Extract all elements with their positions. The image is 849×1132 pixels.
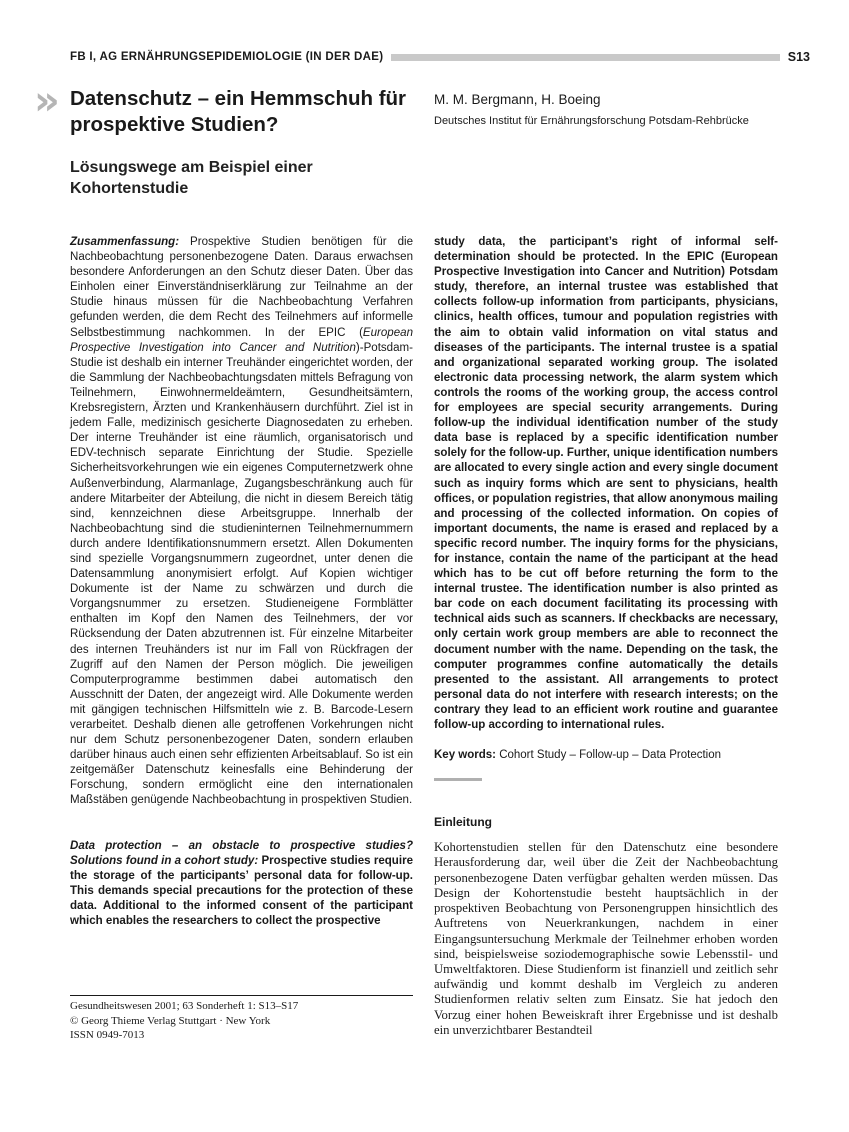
authors: M. M. Bergmann, H. Boeing xyxy=(434,92,601,107)
right-column xyxy=(434,235,778,1038)
affiliation: Deutsches Institut für Ernährungsforschung Potsdam-Rehbrücke xyxy=(434,115,749,127)
running-header xyxy=(70,48,810,66)
introduction-text: Kohortenstudien stellen für den Datenschutz eine besondere Herausforderung dar, weil über die Zeit der Nachbeobachtung personenbezogene Daten verfügbar gehalten werden müssen. Das Design der Kohortenstudie besteht hauptsächlich in der prospektiven Beobachtung von Personengruppen hinsichtlich des Auftretens von Neuerkrankungen, nachdem in einer Eingangsuntersuchung Merkmale der Teilnehmer erhoben worden sind, beispielsweise soziodemographische sowie Lebensstil- und Umweltfaktoren. Diese Studienform ist finanziell und zeitlich sehr aufwändig und kommt deshalb im Vergleich zu anderen Studienformen relativ selten zum Einsatz. Sie hat jedoch den Vorzug einer hohen Beweiskraft ihrer Ergebnisse und ist deshalb ein unverzichtbarer Bestandteil xyxy=(434,840,778,1037)
copyright-line: © Georg Thieme Verlag Stuttgart · New York xyxy=(70,1014,271,1027)
keywords-rule xyxy=(434,778,482,781)
article-title: Datenschutz – ein Hemmschuh für prospektive Studien? xyxy=(70,87,407,136)
keywords-label: Key words: xyxy=(434,749,496,762)
abstract-german-label: Zusammenfassung: xyxy=(70,236,180,248)
abstract-german xyxy=(70,235,413,809)
publication-footer xyxy=(70,995,413,1043)
abstract-english xyxy=(70,839,413,930)
abstract-german-text-2: )-Potsdam-Studie ist deshalb ein interner Treuhänder eingerichtet worden, der die Sammlung der Nachbeobachtungsdaten mittels Befragung von Teilnehmern, Einwohnermeldeämtern, Gesundheitsämtern, Krebsregistern, Ärzten und Krankenhäusern durchführt. Ziel ist in jedem Falle, medizinisch gesicherte Diagnosedaten zu erheben. Der interne Treuhänder ist eine räumlich, organisatorisch und EDV-technisch separate Einrichtung der Studie. Spezielle Sicherheitsvorkehrungen wie ein eigenes Computernetzwerk ohne Außenverbindung, Alarmanlage, Zugangsbeschränkung auch für andere Mitarbeiter der Abteilung, die nicht in diesem Bereich tätig sind, kennzeichnen diese Arbeitsgruppe. Innerhalb der Nachbeobachtung sind die studieninternen Teilnehmernummern durch andere Identifikationsnummern ersetzt. Allen Dokumenten sind spezielle Vorgangsnummern zugeordnet, unter denen die Datensammlung anonymisiert erfolgt. Auf Kopien wichtiger Dokumente ist der Name zu schwärzen und durch die Vorgangsnummer zu ersetzen. Studieneigene Formblätter enthalten im Kopf den Namen des Teilnehmers, der vor Rücksendung der Daten abzutrennen ist. Für einzelne Mitarbeiter des internen Treuhänders ist nur im Fall von Rückfragen der Zugriff auf den Namen der Person möglich. Die jeweiligen Computerprogramme bestimmen dabei automatisch den Ausschnitt der Daten, der angezeigt wird. Alle Dokumente werden mit gängigen technischen Hilfsmitteln wie z. B. Barcode-Lesern verarbeitet. Deshalb dienen alle getroffenen Vorkehrungen nicht nur dem Schutz personenbezogener Daten, sondern erlauben darüber hinaus auch einen sehr effizienten Arbeitsablauf. So ist ein zeitgemäßer Datenschutz keinesfalls eine Behinderung der Forschung, sondern ermöglicht eine den internationalen Maßstäben genügende Nachbeobachtung in prospektiven Studien. xyxy=(70,341,413,807)
article-subtitle: Lösungswege am Beispiel einer Kohortenstudie xyxy=(70,159,313,197)
section-heading-introduction: Einleitung xyxy=(434,815,492,830)
journal-section-label: FB I, AG ERNÄHRUNGSEPIDEMIOLOGIE (IN DER DAE) xyxy=(70,51,384,63)
abstract-english-continued: study data, the participant’s right of informal self-determination should be protected. In the EPIC (European Prospective Investigation into Cancer and Nutrition) Potsdam study, therefore, an internal trustee was established that collects follow-up information from participants, physicians, clinics, health offices, tumour and population registries with the aim to obtain valid information on vital status and diseases of the participants. The internal trustee is a spatial and organizational separated working group. The isolated electronic data processing network, the alarm system which controls the rooms of the working group, the access control for employees are special security arrangements. During follow-up the individual identification number of the study data base is replaced by a specific identification number solely for the follow-up. Further, unique identification numbers are allocated to every single action and every single document such as inquiry forms which are sent to physicians, health offices, or population registries, that allow anonymous mailing and processing of the collected information. On copies of important documents, the name is erased and replaced by a specific record number. The inquiry forms for the physicians, for instance, contain the name of the participant at the head which has to be cut off before returning the form to the internal trustee. The identification number is also printed as bar code on each document facilitating its processing with technical aids such as scanners. If checkbacks are necessary, only certain work group members are able to reconnect the document number with the name. Depending on the task, the computer programmes confine automatically the details presented to the assistant. All arrangements to protect personal data do not interfere with research interests; on the contrary they lead to an efficient work routine and guarantee follow-up according to international rules. xyxy=(434,236,778,731)
abstract-english-text-1: Prospective studies require the storage of the participants’ personal data for follow-up. This demands special precautions for the protection of these data. Additional to the informed consent of the participant which enables the researchers to collect the prospective xyxy=(70,854,413,928)
page-number: S13 xyxy=(787,50,810,64)
left-column xyxy=(70,235,413,929)
abstract-german-text-1: Prospektive Studien benötigen für die Nachbeobachtung personenbezogene Daten. Daraus erwachsen besondere Anforderungen an den Schutz dieser Daten. Über das Einholen einer Einverständniserklärung zur Teilnahme an der Studie hinaus müssen für die Nachbeobachtung Verfahren gefunden werden, die dem Recht des Teilnehmers auf informelle Selbstbestimmung nachkommen. In der EPIC ( xyxy=(70,236,413,339)
abstract-german-italic: European Prospective Investigation into Cancer and Nutrition xyxy=(70,326,413,354)
journal-citation: Gesundheitswesen 2001; 63 Sonderheft 1: S13–S17 xyxy=(70,1000,299,1012)
header-rule xyxy=(391,54,779,61)
issn: ISSN 0949-7013 xyxy=(70,1029,145,1041)
keywords-text: Cohort Study – Follow-up – Data Protection xyxy=(496,749,722,762)
keywords xyxy=(434,748,778,763)
quote-mark-icon: » xyxy=(34,78,52,124)
abstract-english-label: Data protection – an obstacle to prospective studies? Solutions found in a cohort study: xyxy=(70,839,413,867)
